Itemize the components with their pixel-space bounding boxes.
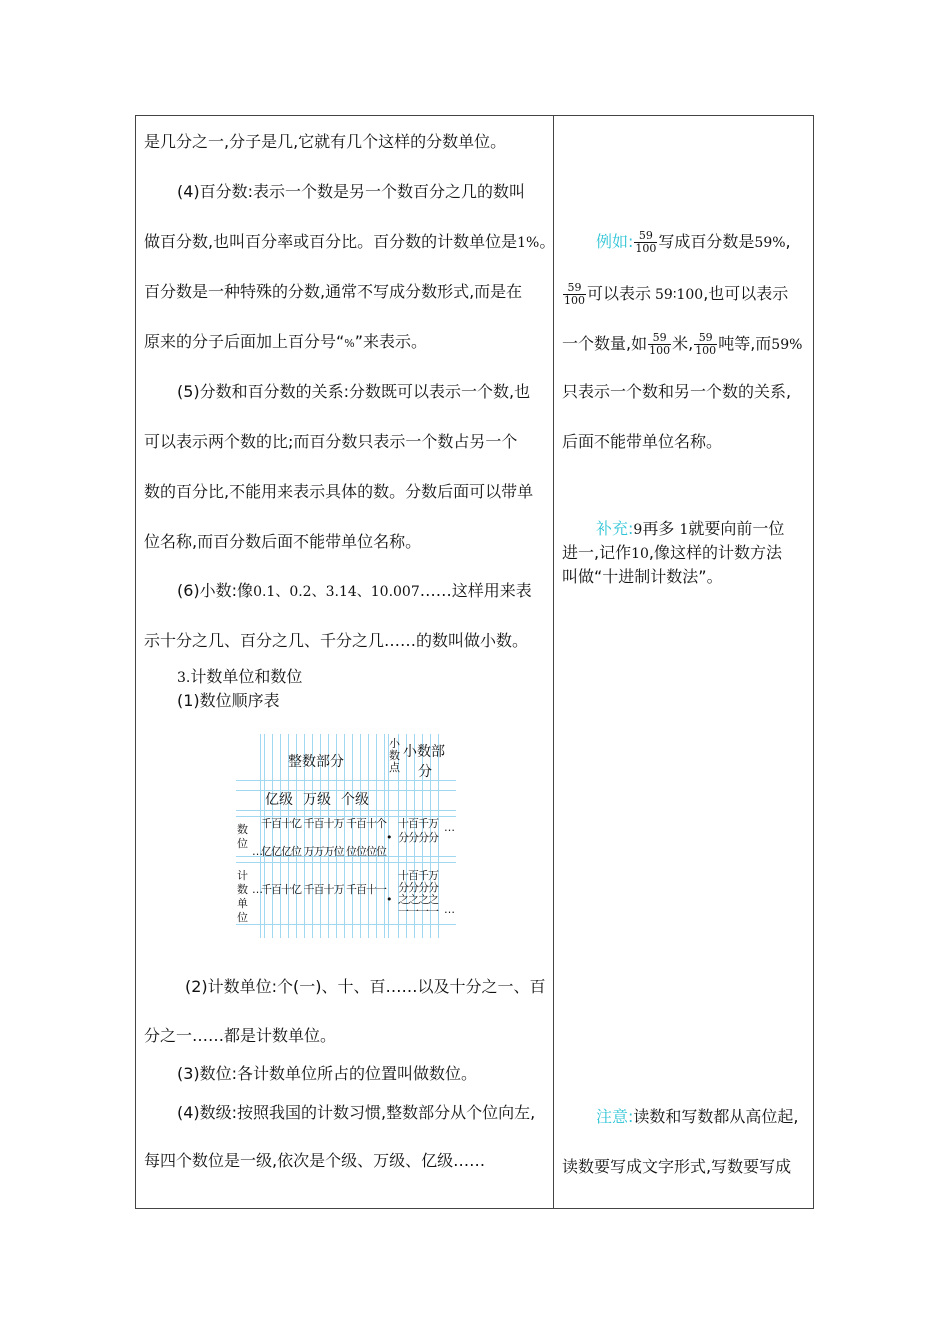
- digit-names-top: 千百十亿 千百十万 千百十个: [261, 817, 386, 830]
- text-line: 是几分之一,分子是几,它就有几个这样的分数单位。: [144, 132, 507, 151]
- decimal-point-header: 小数点: [389, 737, 399, 774]
- text-line: 示十分之几、百分之几、千分之几……的数叫做小数。: [144, 631, 529, 650]
- decimal-unit-names: 十百千万分分分分之之之之一一一一: [398, 869, 438, 918]
- row-label-units: 计: [237, 869, 247, 882]
- ellipsis: …: [252, 883, 262, 896]
- wan-level-label: 万级: [303, 792, 331, 808]
- note-tag: 注意:: [596, 1107, 634, 1126]
- ellipsis: …: [444, 821, 454, 834]
- decimal-part-header: 小数部: [403, 744, 445, 760]
- example-tag: 例如:: [596, 232, 634, 251]
- example-line: 后面不能带单位名称。: [562, 432, 723, 451]
- section-heading: 3.计数单位和数位: [177, 667, 303, 686]
- digit-names-bottom: 亿亿亿位 万万万位 位位位位: [261, 845, 386, 858]
- supplement-line: 进一,记作10,像这样的计数方法: [562, 543, 783, 562]
- supplement-tag: 补充:: [596, 519, 634, 538]
- decimal-digits-bottom: 分分分分: [398, 831, 438, 844]
- text-line: (3)数位:各计数单位所占的位置叫做数位。: [177, 1064, 478, 1083]
- unit-names-top: 千百十亿 千百十万 千百十一: [261, 883, 386, 896]
- supplement-line: 补充:9再多 1就要向前一位: [596, 519, 785, 538]
- fraction: $\frac{59}{100}$: [635, 229, 657, 255]
- text-line: 数的百分比,不能用来表示具体的数。分数后面可以带单: [144, 482, 534, 501]
- example-line: 例如: $\frac{59}{100}$ 写成百分数是59%,: [596, 229, 791, 255]
- text-line: 分之一……都是计数单位。: [144, 1026, 337, 1045]
- decimal-dot: •: [386, 831, 392, 844]
- decimal-part-header-2: 分: [418, 764, 432, 780]
- text-line: (2)计数单位:个(一)、十、百……以及十分之一、百: [185, 977, 546, 996]
- text-line: (4)数级:按照我国的计数习惯,整数部分从个位向左,: [177, 1103, 536, 1122]
- text-line: 每四个数位是一级,依次是个级、万级、亿级……: [144, 1151, 486, 1170]
- text-line: 位名称,而百分数后面不能带单位名称。: [144, 532, 422, 551]
- text-line: (4)百分数:表示一个数是另一个数百分之几的数叫: [177, 182, 526, 201]
- integer-part-header: 整数部分: [288, 754, 344, 770]
- row-label-units-4: 位: [237, 911, 247, 924]
- row-label-digits-2: 位: [237, 837, 247, 850]
- note-line: 读数要写成文字形式,写数要写成: [562, 1157, 792, 1176]
- example-line: 一个数量,如 $\frac{59}{100}$ 米, $\frac{59}{100}$ 吨等,而59%: [562, 331, 803, 357]
- fraction: $\frac{59}{100}$: [649, 331, 671, 357]
- yi-level-label: 亿级: [265, 792, 293, 808]
- ellipsis: …: [252, 845, 262, 858]
- text-line: 原来的分子后面加上百分号“%”来表示。: [144, 332, 428, 351]
- example-line: $\frac{59}{100}$ 可以表示 59∶100,也可以表示: [564, 281, 789, 307]
- example-line: 只表示一个数和另一个数的关系,: [562, 382, 792, 401]
- ge-level-label: 个级: [341, 792, 369, 808]
- text-line: 百分数是一种特殊的分数,通常不写成分数形式,而是在: [144, 282, 523, 301]
- text-line: 做百分数,也叫百分率或百分比。百分数的计数单位是1%。: [144, 232, 556, 251]
- text-line: 可以表示两个数的比;而百分数只表示一个数占另一个: [144, 432, 518, 451]
- fraction: $\frac{59}{100}$: [695, 331, 717, 357]
- text-line: (6)小数:像0.1、0.2、3.14、10.007……这样用来表: [177, 581, 532, 600]
- decimal-digits-top: 十百千万: [398, 817, 438, 830]
- row-label-units-3: 单: [237, 897, 247, 910]
- supplement-line: 叫做“十进制计数法”。: [562, 567, 723, 586]
- note-line: 注意:读数和写数都从高位起,: [596, 1107, 799, 1126]
- column-divider: [553, 115, 554, 1209]
- place-value-table: [236, 734, 456, 938]
- row-label-units-2: 数: [237, 883, 247, 896]
- row-label-digits: 数: [237, 823, 247, 836]
- fraction: $\frac{59}{100}$: [564, 281, 585, 307]
- text-line: (5)分数和百分数的关系:分数既可以表示一个数,也: [177, 382, 531, 401]
- ellipsis: …: [444, 903, 454, 916]
- subsection-heading: (1)数位顺序表: [177, 691, 280, 710]
- decimal-dot: •: [386, 893, 392, 906]
